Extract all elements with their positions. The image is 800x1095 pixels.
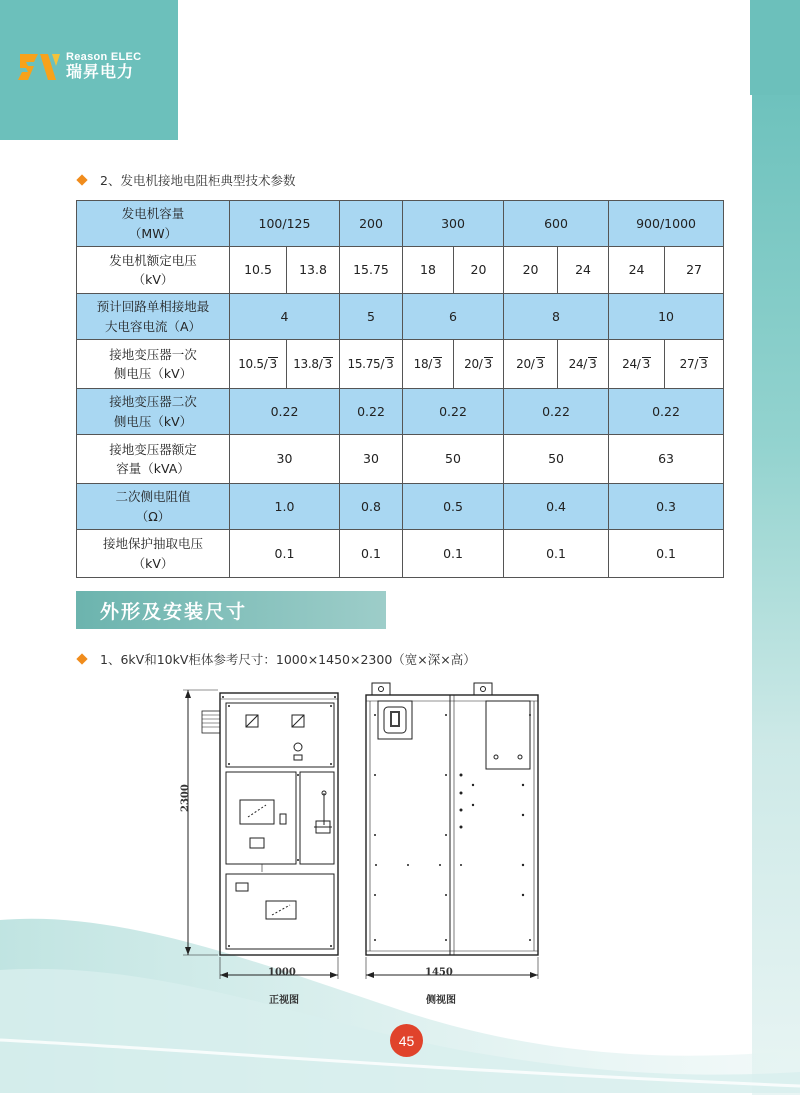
table-cell: 20/ 3	[454, 340, 504, 389]
table-cell: 27/ 3	[665, 340, 724, 389]
table-cell: 20/ 3	[504, 340, 558, 389]
table-cell: 30	[340, 435, 403, 484]
table-cell: 18/ 3	[403, 340, 454, 389]
table-cell: 0.1	[230, 530, 340, 578]
header-teal-corner	[750, 0, 800, 95]
table-cell: 1.0	[230, 484, 340, 530]
bullet-diamond-icon	[76, 653, 87, 664]
row-label: 接地保护抽取电压 （kV）	[77, 530, 230, 578]
table-cell: 24	[609, 247, 665, 294]
table-cell: 0.4	[504, 484, 609, 530]
table-cell: 30	[230, 435, 340, 484]
table-cell: 24/ 3	[609, 340, 665, 389]
table-cell: 600	[504, 201, 609, 247]
table-cell: 20	[504, 247, 558, 294]
table-row	[77, 484, 724, 530]
row-label: 接地变压器一次 侧电压（kV）	[77, 340, 230, 389]
table-row	[77, 201, 724, 247]
table-cell: 63	[609, 435, 724, 484]
header-band	[178, 0, 750, 78]
table-cell: 0.8	[340, 484, 403, 530]
table-row	[77, 340, 724, 389]
table-cell: 0.22	[504, 389, 609, 435]
table-cell: 24	[558, 247, 609, 294]
table-row	[77, 435, 724, 484]
table-cell: 900/1000	[609, 201, 724, 247]
table-cell: 50	[403, 435, 504, 484]
table-cell: 6	[403, 294, 504, 340]
brand-name-cn: 瑞昇电力	[66, 62, 135, 82]
section2-heading	[76, 650, 476, 668]
side-view	[366, 683, 538, 955]
table-cell: 5	[340, 294, 403, 340]
brand-logo	[18, 50, 141, 82]
table-cell: 13.8/ 3	[287, 340, 340, 389]
section1-heading-text: 2、发电机接地电阻柜典型技术参数	[100, 173, 296, 188]
table-cell: 0.22	[609, 389, 724, 435]
table-cell: 15.75/ 3	[340, 340, 403, 389]
table-cell: 15.75	[340, 247, 403, 294]
table-cell: 24/ 3	[558, 340, 609, 389]
side-view-caption: 侧视图	[426, 995, 456, 1006]
front-view-caption: 正视图	[269, 995, 299, 1006]
table-cell: 0.1	[504, 530, 609, 578]
table-cell: 0.5	[403, 484, 504, 530]
table-cell: 0.1	[609, 530, 724, 578]
table-row	[77, 530, 724, 578]
bullet-diamond-icon	[76, 174, 87, 185]
table-cell: 0.22	[230, 389, 340, 435]
table-row	[77, 389, 724, 435]
table-cell: 27	[665, 247, 724, 294]
table-row	[77, 247, 724, 294]
row-label: 接地变压器额定 容量（kVA）	[77, 435, 230, 484]
row-label: 接地变压器二次 侧电压（kV）	[77, 389, 230, 435]
front-view	[202, 693, 338, 955]
table-cell: 0.22	[403, 389, 504, 435]
row-label: 发电机额定电压 （kV）	[77, 247, 230, 294]
front-width-label: 1000	[268, 967, 296, 978]
section-title: 外形及安装尺寸	[100, 600, 248, 623]
row-label: 发电机容量 （MW）	[77, 201, 230, 247]
table-cell: 300	[403, 201, 504, 247]
table-cell: 10.5	[230, 247, 287, 294]
table-cell: 8	[504, 294, 609, 340]
section2-heading-text: 1、6kV和10kV柜体参考尺寸：1000×1450×2300（宽×深×高）	[100, 652, 476, 667]
section1-heading	[76, 171, 295, 189]
page-number: 45	[390, 1024, 423, 1057]
table-cell: 18	[403, 247, 454, 294]
table-cell: 13.8	[287, 247, 340, 294]
table-cell: 200	[340, 201, 403, 247]
table-cell: 0.22	[340, 389, 403, 435]
table-row	[77, 294, 724, 340]
table-cell: 20	[454, 247, 504, 294]
table-cell: 100/125	[230, 201, 340, 247]
table-cell: 10	[609, 294, 724, 340]
logo-mark-icon	[18, 50, 60, 82]
cabinet-drawing	[178, 675, 578, 1010]
table-cell: 0.1	[403, 530, 504, 578]
table-cell: 4	[230, 294, 340, 340]
row-label: 二次侧电阻值 （Ω）	[77, 484, 230, 530]
height-dimension-label: 2300	[180, 784, 191, 812]
section-title-bar	[76, 591, 386, 629]
table-cell: 0.1	[340, 530, 403, 578]
table-cell: 10.5/ 3	[230, 340, 287, 389]
spec-table	[76, 200, 724, 578]
brand-name-en: Reason ELEC	[66, 51, 142, 64]
table-cell: 50	[504, 435, 609, 484]
table-cell: 0.3	[609, 484, 724, 530]
row-label: 预计回路单相接地最 大电容电流（A）	[77, 294, 230, 340]
height-dimension	[183, 690, 218, 955]
side-width-label: 1450	[425, 967, 453, 978]
